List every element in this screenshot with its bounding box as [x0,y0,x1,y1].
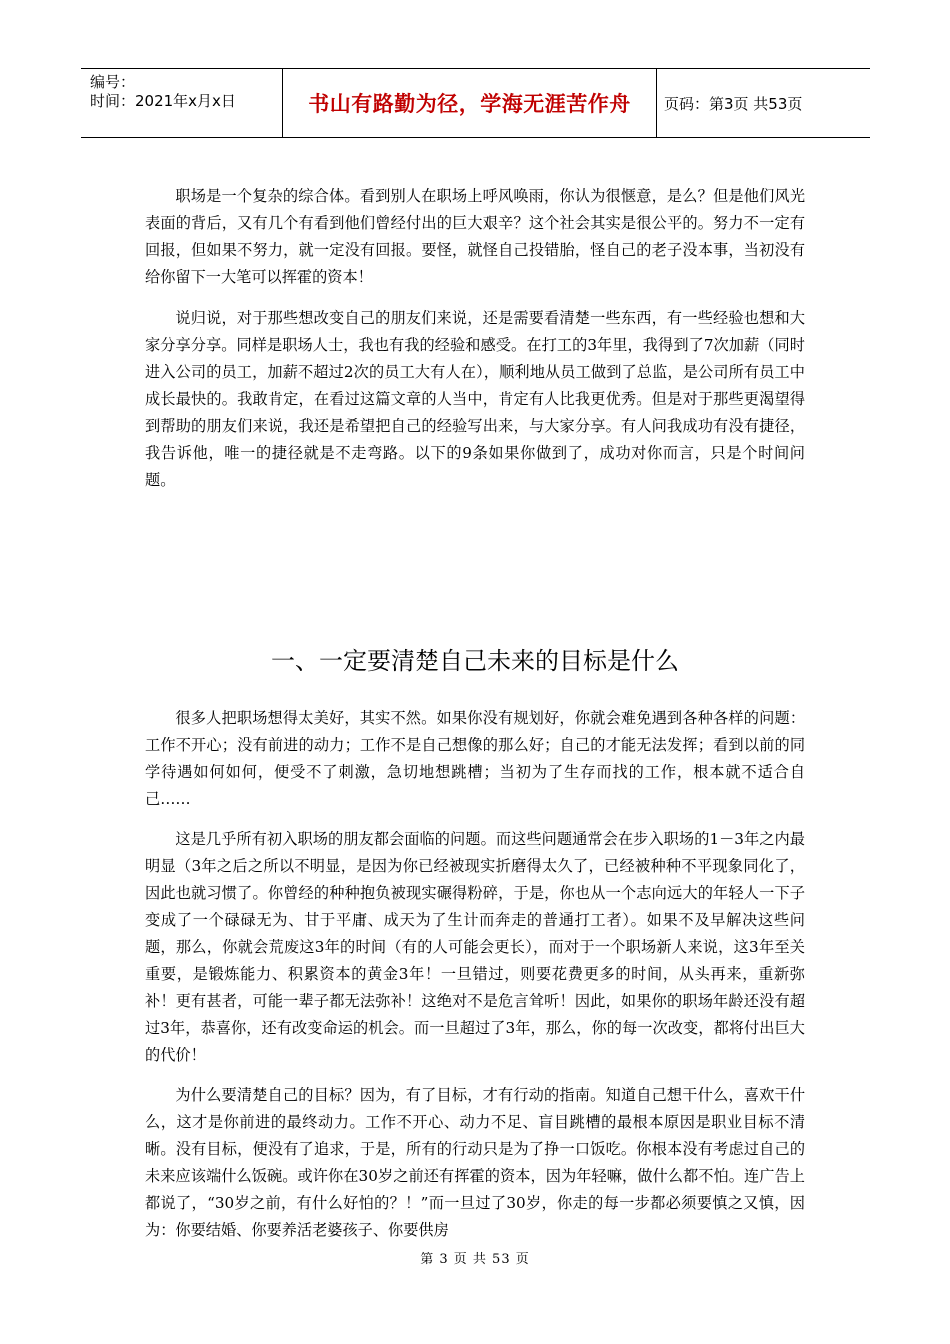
header-meta [81,69,283,137]
section-paragraph-2: 这是几乎所有初入职场的朋友都会面临的问题。而这些问题通常会在步入职场的1－3年之内最明显（3年之后之所以不明显，是因为你已经被现实折磨得太久了，已经被种种不平现象同化了，因此也就习惯了。你曾经的种种抱负被现实碾得粉碎，于是，你也从一个志向远大的年轻人一下子变成了一个碌碌无为、甘于平庸、成天为了生计而奔走的普通打工者）。如果不及早解决这些问题，那么，你就会荒废这3年的时间（有的人可能会更长），而对于一个职场新人来说，这3年至关重要，是锻炼能力、积累资本的黄金3年！一旦错过，则要花费更多的时间，从头再来，重新弥补！更有甚者，可能一辈子都无法弥补！这绝对不是危言耸听！因此，如果你的职场年龄还没有超过3年，恭喜你，还有改变命运的机会。而一旦超过了3年，那么，你的每一次改变，都将付出巨大的代价！ [145,830,805,1064]
document-date: 时间：2021年x月x日 [90,92,236,110]
header-motto: 书山有路勤为径，学海无涯苦作舟 [283,69,657,137]
page-header [81,68,870,138]
intro-paragraph-1: 职场是一个复杂的综合体。看到别人在职场上呼风唤雨，你认为很惬意，是么？但是他们风光表面的背后，又有几个有看到他们曾经付出的巨大艰辛？这个社会其实是很公平的。努力不一定有回报，但如果不努力，就一定没有回报。要怪，就怪自己投错胎，怪自己的老子没本事，当初没有给你留下一大笔可以挥霍的资本！ [145,187,805,286]
section-paragraph-1: 很多人把职场想得太美好，其实不然。如果你没有规划好，你就会难免遇到各种各样的问题：工作不开心；没有前进的动力；工作不是自己想像的那么好；自己的才能无法发挥；看到以前的同学待遇如何如何，便受不了刺激，急切地想跳槽；当初为了生存而找的工作，根本就不适合自己…… [145,709,805,808]
section-heading: 一、一定要清楚自己未来的目标是什么 [271,647,679,675]
section-paragraph-3: 为什么要清楚自己的目标？因为，有了目标，才有行动的指南。知道自己想干什么，喜欢干什么，这才是你前进的最终动力。工作不开心、动力不足、盲目跳槽的最根本原因是职业目标不清晰。没有目标，便没有了追求，于是，所有的行动只是为了挣一口饭吃。你根本没有考虑过自己的未来应该端什么饭碗。或许你在30岁之前还有挥霍的资本，因为年轻嘛，做什么都不怕。连广告上都说了，“30岁之前，有什么好怕的？！”而一旦过了30岁，你走的每一步都必须要慎之又慎，因为：你要结婚、你要养活老婆孩子、你要供房 [145,1086,805,1239]
document-number-label: 编号： [90,73,136,91]
page-footer: 第 3 页 共 53 页 [420,1252,530,1267]
intro-paragraph-2: 说归说，对于那些想改变自己的朋友们来说，还是需要看清楚一些东西，有一些经验也想和大家分享分享。同样是职场人士，我也有我的经验和感受。在打工的3年里，我得到了7次加薪（同时进入公司的员工，加薪不超过2次的员工大有人在），顺利地从员工做到了总监，是公司所有员工中成长最快的。我敢肯定，在看过这篇文章的人当中，肯定有人比我更优秀。但是对于那些更渴望得到帮助的朋友们来说，我还是希望把自己的经验写出来，与大家分享。有人问我成功有没有捷径，我告诉他，唯一的捷径就是不走弯路。以下的9条如果你做到了，成功对你而言，只是个时间问题。 [145,309,805,489]
header-page-info: 页码：第3页 共53页 [664,94,803,113]
